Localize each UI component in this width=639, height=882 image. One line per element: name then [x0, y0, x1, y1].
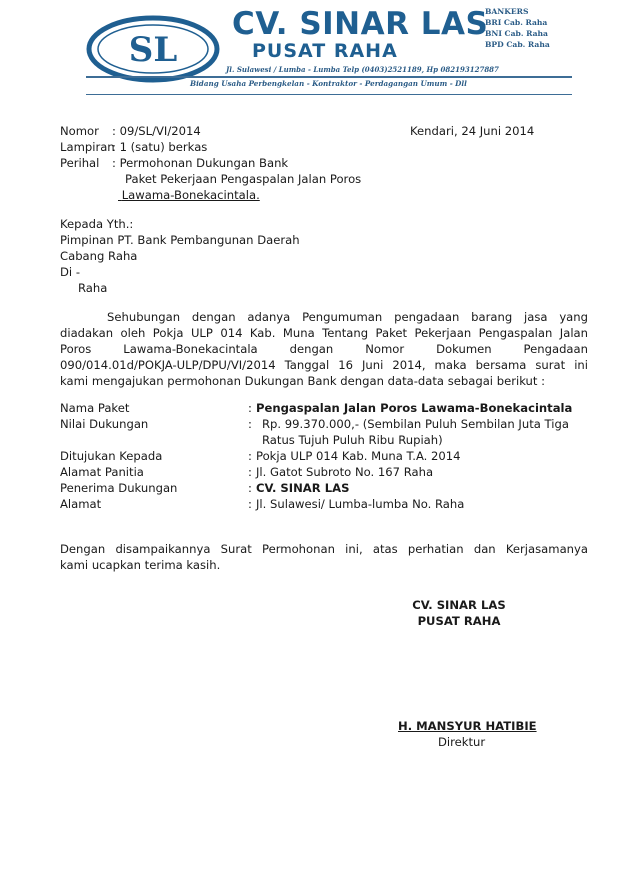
nomor-value: : 09/SL/VI/2014 — [112, 124, 201, 138]
detail-value: Rp. 99.370.000,- (Sembilan Puluh Sembilan Juta Tiga — [262, 417, 569, 431]
perihal-label: Perihal — [60, 156, 100, 170]
detail-value: Jl. Gatot Subroto No. 167 Raha — [256, 465, 434, 479]
lampiran-value: : 1 (satu) berkas — [112, 140, 208, 154]
closing-line: Dengan disampaikannya Surat Permohonan ini, atas perhatian dan Kerjasamanya — [60, 542, 588, 556]
body-line: diadakan oleh Pokja ULP 014 Kab. Muna Tentang Paket Pekerjaan Pengaspalan Jalan — [60, 326, 588, 340]
detail-colon: : — [248, 465, 252, 479]
body-line: 090/014.01d/POKJA-ULP/DPU/VI/2014 Tanggal 16 Juni 2014, maka bersama surat ini — [60, 358, 588, 372]
banker-item: BNI Cab. Raha — [485, 29, 548, 38]
signature-company: CV. SINAR LAS — [412, 598, 506, 612]
letterhead-rule-bottom — [86, 94, 572, 95]
bankers-list — [485, 6, 550, 50]
banker-item: BRI Cab. Raha — [485, 18, 548, 27]
body-line: kami mengajukan permohonan Dukungan Bank dengan data-data sebagai berikut : — [60, 374, 546, 388]
detail-value: Pokja ULP 014 Kab. Muna T.A. 2014 — [256, 449, 461, 463]
place-date: Kendari, 24 Juni 2014 — [410, 124, 535, 138]
closing-line: kami ucapkan terima kasih. — [60, 558, 221, 572]
detail-colon: : — [248, 401, 252, 415]
company-name: CV. SINAR LAS — [232, 6, 489, 42]
detail-label: Alamat Panitia — [60, 465, 144, 479]
detail-value: Pengaspalan Jalan Poros Lawama-Bonekacintala — [256, 401, 573, 415]
company-logo-icon — [86, 14, 220, 84]
signer-name: H. MANSYUR HATIBIE — [398, 719, 537, 733]
nomor-label: Nomor — [60, 124, 99, 138]
body-line: Sehubungan dengan adanya Pengumuman pengadaan barang jasa yang — [107, 310, 588, 324]
perihal-value: : Permohonan Dukungan Bank — [112, 156, 289, 170]
detail-value: Jl. Sulawesi/ Lumba-lumba No. Raha — [256, 497, 465, 511]
banker-item: BPD Cab. Raha — [485, 40, 550, 49]
detail-colon: : — [248, 481, 252, 495]
perihal-line2: Paket Pekerjaan Pengaspalan Jalan Poros — [125, 172, 362, 186]
detail-label: Alamat — [60, 497, 102, 511]
recipient-city: Raha — [78, 281, 108, 295]
detail-label: Nilai Dukungan — [60, 417, 149, 431]
letterhead-rule-top — [86, 76, 572, 78]
recipient-branch: Cabang Raha — [60, 249, 138, 263]
business-line: Bidang Usaha Perbengkelan - Kontraktor - Perdagangan Umum - Dll — [190, 79, 467, 88]
signer-title: Direktur — [438, 735, 486, 749]
body-line: Poros Lawama-Bonekacintala dengan Nomor Dokumen Pengadaan — [60, 342, 588, 356]
detail-colon: : — [248, 497, 252, 511]
detail-label: Nama Paket — [60, 401, 130, 415]
company-subname: PUSAT RAHA — [252, 40, 398, 62]
lampiran-label: Lampiran — [60, 140, 115, 154]
detail-value-cont: Ratus Tujuh Puluh Ribu Rupiah) — [262, 433, 443, 447]
bankers-heading: BANKERS — [485, 7, 529, 16]
signature-company-sub: PUSAT RAHA — [417, 614, 501, 628]
recipient-salutation: Kepada Yth.: — [60, 217, 134, 231]
perihal-line3: Lawama-Bonekacintala. — [121, 188, 260, 202]
detail-colon: : — [248, 417, 252, 431]
detail-label: Ditujukan Kepada — [60, 449, 163, 463]
recipient-name: Pimpinan PT. Bank Pembangunan Daerah — [60, 233, 300, 247]
company-address: Jl. Sulawesi / Lumba - Lumba Telp (0403)2521189, Hp 082193127887 — [226, 65, 499, 74]
detail-label: Penerima Dukungan — [60, 481, 178, 495]
recipient-di: Di - — [60, 265, 81, 279]
logo-text: SL — [128, 30, 178, 70]
detail-value: CV. SINAR LAS — [256, 481, 350, 495]
detail-colon: : — [248, 449, 252, 463]
